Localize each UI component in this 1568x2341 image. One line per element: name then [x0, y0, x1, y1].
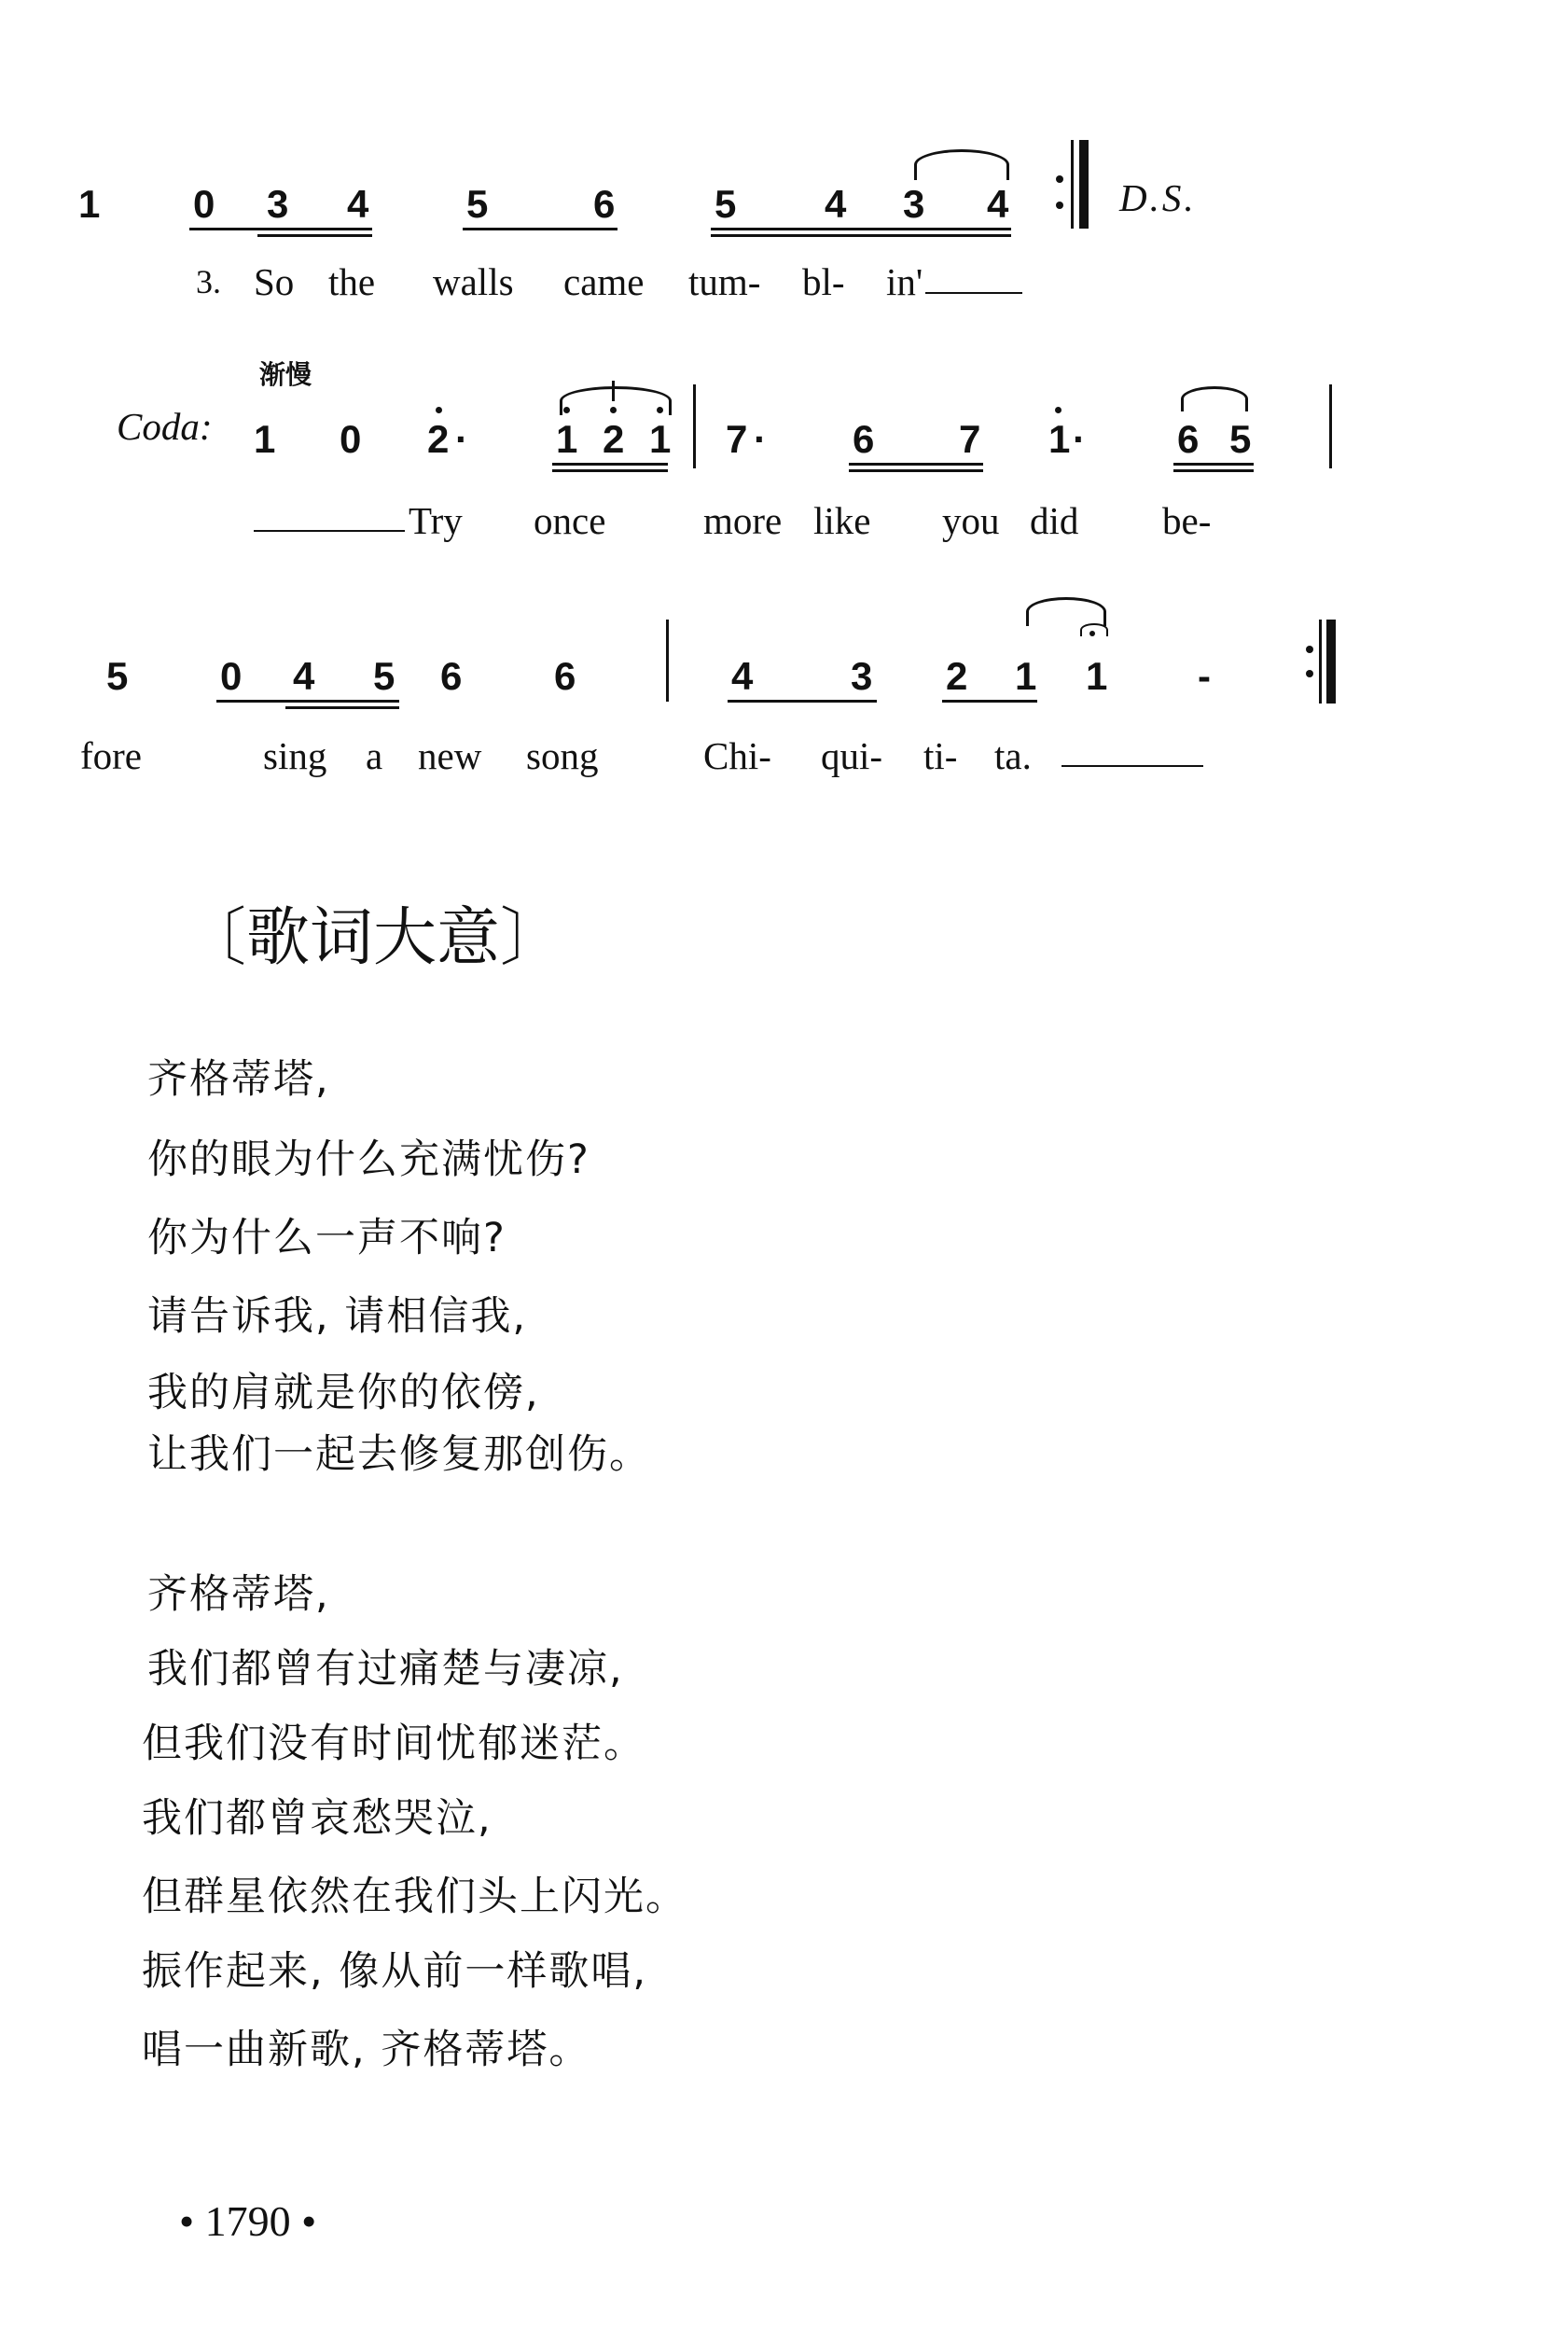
slur-mark [560, 386, 672, 415]
beam-line [1173, 469, 1254, 472]
stanza-line: 唱一曲新歌, 齐格蒂塔。 [142, 2027, 591, 2073]
verse-number: 3. [196, 263, 221, 300]
bar-line [693, 384, 696, 468]
bar-line-thick [1326, 620, 1336, 704]
lyric: Chi- [703, 734, 771, 777]
repeat-dot [1306, 646, 1313, 653]
note: 6 [440, 654, 463, 698]
lyric: be- [1162, 499, 1212, 542]
note: 2 [427, 417, 450, 461]
beam-line [849, 469, 983, 472]
tie-mark [1181, 386, 1248, 411]
lyric: in' [886, 260, 923, 303]
stanza-line: 你为什么一声不响? [147, 1215, 506, 1261]
augmentation-dot: · [455, 417, 468, 461]
lyric: you [942, 499, 1000, 542]
lyric: walls [433, 260, 514, 303]
note: 4 [825, 182, 847, 226]
beam-line [552, 463, 668, 466]
lyric: the [328, 260, 376, 303]
lyric: bl- [802, 260, 845, 303]
lyric: once [534, 499, 606, 542]
note: 1 [78, 182, 101, 226]
stanza-line: 我们都曾哀愁哭泣, [142, 1795, 493, 1842]
lyric: sing [263, 734, 327, 777]
lyric: did [1030, 499, 1079, 542]
lyric: like [813, 499, 871, 542]
beam-line [849, 463, 983, 466]
note: 1 [649, 417, 672, 461]
beam-line [216, 700, 399, 703]
stanza-line: 让我们一起去修复那创伤。 [147, 1431, 651, 1478]
lyric: Try [409, 499, 463, 542]
lyric: more [703, 499, 783, 542]
beam-line [189, 228, 372, 230]
note: 3 [851, 654, 873, 698]
lyric: qui- [821, 734, 883, 777]
note: 5 [373, 654, 395, 698]
note: 1 [1086, 654, 1108, 698]
note: 1 [1015, 654, 1037, 698]
stanza-line: 我的肩就是你的依傍, [147, 1370, 540, 1416]
stanza-line: 振作起来, 像从前一样歌唱, [142, 1948, 648, 1995]
lyric: tum- [688, 260, 761, 303]
beam-line [1173, 463, 1254, 466]
tie-mark [914, 149, 1009, 180]
note: 1 [1048, 417, 1071, 461]
note: 3 [903, 182, 925, 226]
note: 4 [347, 182, 369, 226]
note: 6 [554, 654, 576, 698]
beam-line [463, 228, 617, 230]
note: 5 [715, 182, 737, 226]
repeat-dot [1056, 175, 1063, 183]
stanza-line: 但群星依然在我们头上闪光。 [142, 1874, 687, 1920]
augmentation-dot: · [754, 417, 767, 461]
bar-line [1071, 140, 1074, 229]
beam-line [285, 706, 399, 709]
fermata-dot [1089, 631, 1095, 636]
note: 2 [603, 417, 625, 461]
lyric: a [366, 734, 383, 777]
note: 6 [593, 182, 616, 226]
dash: - [1198, 654, 1211, 698]
note: 7 [959, 417, 981, 461]
note: 6 [853, 417, 875, 461]
note: 7 [726, 417, 748, 461]
note: 1 [254, 417, 276, 461]
note: 2 [946, 654, 968, 698]
beam-line [257, 234, 372, 237]
lyric-extender [925, 292, 1022, 294]
section-title: 〔歌词大意〕 [183, 901, 564, 975]
stanza-line: 齐格蒂塔, [147, 1571, 330, 1618]
note: 5 [1229, 417, 1252, 461]
stanza-line: 但我们没有时间忧郁迷茫。 [142, 1721, 645, 1767]
note: 5 [106, 654, 129, 698]
beam-line [728, 700, 877, 703]
note: 1 [556, 417, 578, 461]
stanza-line: 你的眼为什么充满忧伤? [147, 1136, 590, 1183]
bar-line [1329, 384, 1332, 468]
coda-label: Coda: [117, 405, 213, 448]
beam-line [552, 469, 668, 472]
beam-line [711, 228, 1011, 230]
tempo-marking: 渐慢 [259, 359, 312, 390]
note: 0 [193, 182, 215, 226]
repeat-dot [1056, 202, 1063, 209]
lyric: came [563, 260, 645, 303]
lyric: ta. [994, 734, 1032, 777]
augmentation-dot: · [1073, 417, 1086, 461]
lyric-extender [1062, 765, 1203, 767]
octave-dot [1055, 407, 1062, 413]
beam-line [942, 700, 1037, 703]
note: 5 [466, 182, 489, 226]
lyric: song [526, 734, 599, 777]
note: 0 [340, 417, 362, 461]
lyric-extender [254, 530, 405, 532]
tie-mark [1026, 597, 1106, 626]
stanza-line: 齐格蒂塔, [147, 1056, 330, 1103]
lyric: ti- [923, 734, 958, 777]
bar-line [666, 620, 669, 702]
lyric: new [418, 734, 482, 777]
note: 4 [987, 182, 1009, 226]
note: 4 [731, 654, 754, 698]
beam-line [711, 234, 1011, 237]
note: 6 [1177, 417, 1200, 461]
stanza-line: 我们都曾有过痛楚与凄凉, [147, 1646, 624, 1693]
bar-line-thick [1079, 140, 1089, 229]
stanza-line: 请告诉我, 请相信我, [147, 1293, 528, 1340]
note: 0 [220, 654, 243, 698]
lyric: So [254, 260, 295, 303]
ds-marking: D.S. [1119, 176, 1197, 219]
note: 4 [293, 654, 315, 698]
octave-dot [436, 407, 442, 413]
repeat-dot [1306, 670, 1313, 677]
page-number: • 1790 • [179, 2197, 317, 2245]
note: 3 [267, 182, 289, 226]
bar-line [1319, 620, 1322, 704]
lyric: fore [80, 734, 143, 777]
